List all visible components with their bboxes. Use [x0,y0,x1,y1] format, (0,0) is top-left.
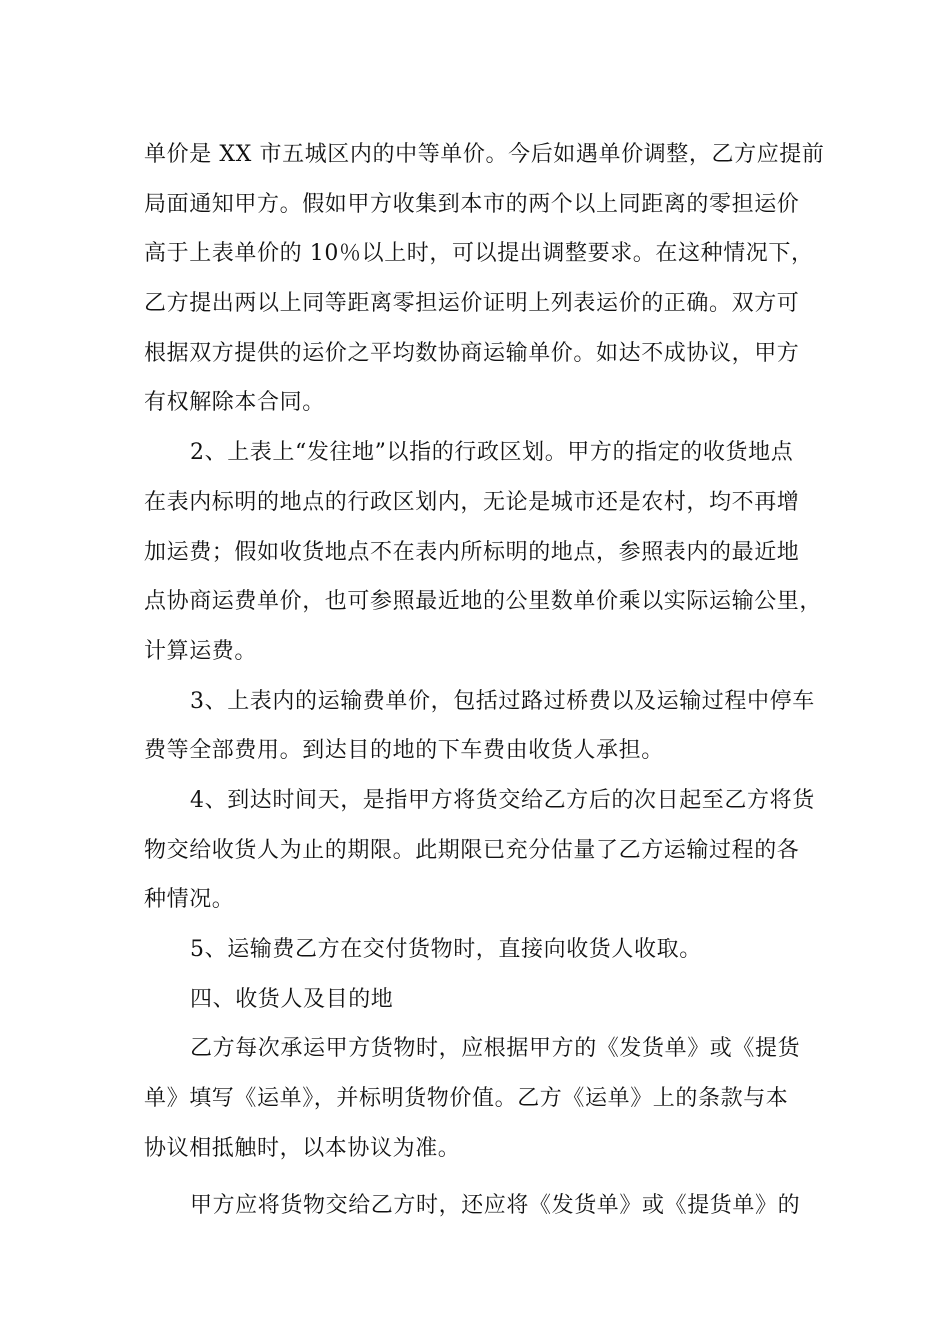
text-line: 乙方每次承运甲方货物时，应根据甲方的《发货单》或《提货 [190,1036,801,1062]
document-body [144,130,825,1231]
text-line: 加运费；假如收货地点不在表内所标明的地点，参照表内的最近地 [144,539,800,565]
text-line: 4、到达时间天，是指甲方将货交给乙方后的次日起至乙方将货 [190,787,815,813]
text-line: 点协商运费单价，也可参照最近地的公里数单价乘以实际运输公里， [144,589,823,615]
text-line: 5、运输费乙方在交付货物时，直接向收货人收取。 [190,937,702,962]
text-line: 甲方应将货物交给乙方时，还应将《发货单》或《提货单》的 [190,1193,801,1219]
text-line: 高于上表单价的 10％以上时，可以提出调整要求。在这种情况下， [144,241,814,267]
text-line: 3、上表内的运输费单价，包括过路过桥费以及运输过程中停车 [190,688,815,714]
text-line: 单价是 XX 市五城区内的中等单价。今后如遇单价调整，乙方应提前 [144,142,825,167]
text-line: 种情况。 [144,887,235,913]
section-heading: 四、收货人及目的地 [190,986,394,1012]
text-line: 在表内标明的地点的行政区划内，无论是城市还是农村，均不再增 [144,489,800,515]
text-line: 根据双方提供的运价之平均数协商运输单价。如达不成协议，甲方 [144,340,800,366]
text-line: 协议相抵触时，以本协议为准。 [144,1135,461,1161]
text-line: 2、上表上“发往地”以指的行政区划。甲方的指定的收货地点 [190,440,794,466]
text-line: 计算运费。 [144,638,258,664]
text-line: 物交给收货人为止的期限。此期限已充分估量了乙方运输过程的各 [144,837,800,863]
text-line: 乙方提出两以上同等距离零担运价证明上列表运价的正确。双方可 [144,291,800,317]
text-line: 费等全部费用。到达目的地的下车费由收货人承担。 [144,738,664,764]
text-line: 单》填写《运单》，并标明货物价值。乙方《运单》上的条款与本 [144,1086,789,1112]
text-line: 有权解除本合同。 [144,390,325,416]
text-line: 局面通知甲方。假如甲方收集到本市的两个以上同距离的零担运价 [144,191,800,217]
